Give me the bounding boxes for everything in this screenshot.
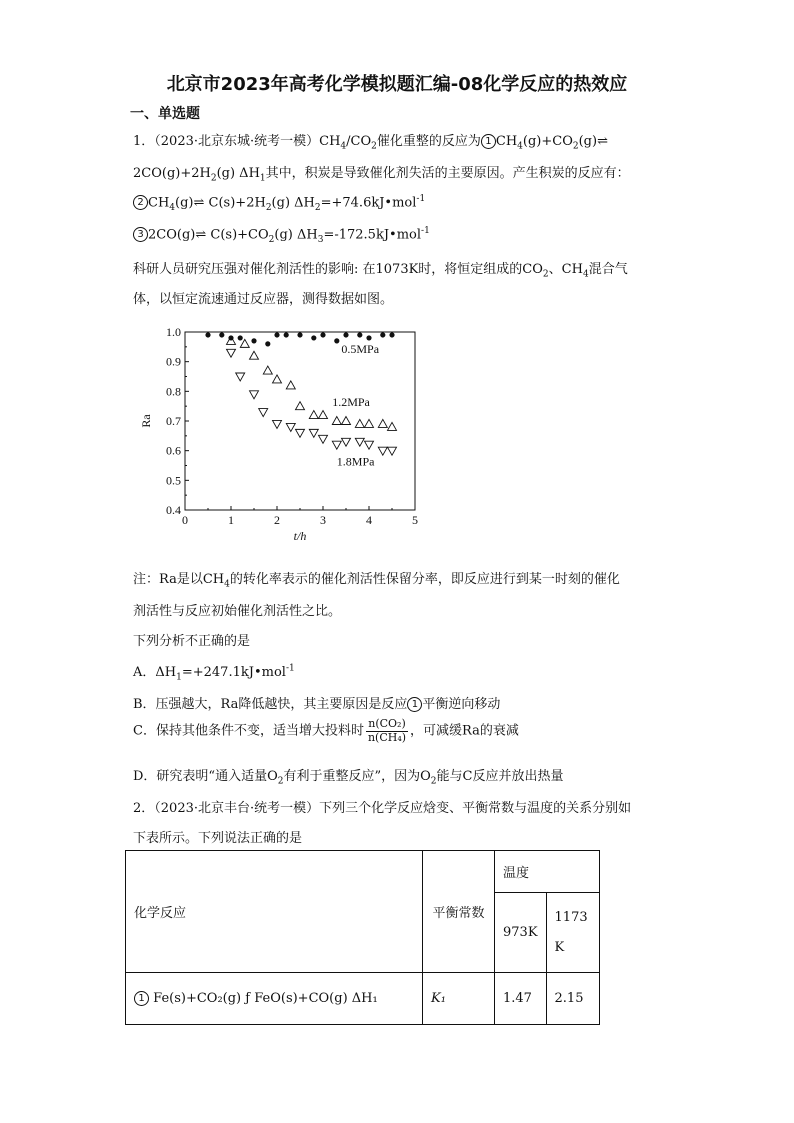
point-1-8mpa [296,429,305,437]
point-0-5mpa [343,332,348,337]
page-title: 北京市2023年高考化学模拟题汇编-08化学反应的热效应 [166,74,628,95]
q1-reaction3: 3 2CO(g)⇌ $C(s)+CO_2(g)$ $\Delta H_3=-172.5kJ•mol^{-1}$ [133,226,430,245]
q1-note-line2: 剂活性与反应初始催化剂活性之比。 [133,604,342,619]
option-b[interactable]: B．压强越大，Ra降低越快，其主要原因是反应 1 平衡逆向移动 [133,697,501,712]
point-0-5mpa [366,335,371,340]
point-0-5mpa [238,335,243,340]
y-axis-label: Ra [139,414,153,428]
circled-number: 2 [133,195,148,210]
point-1-8mpa [388,447,397,455]
point-1-8mpa [309,429,318,437]
point-0-5mpa [265,341,270,346]
equilibrium-arrow: ⇌ [193,195,205,211]
point-0-5mpa [320,332,325,337]
point-0-5mpa [251,338,256,343]
q1-line6: 体，以恒定流速通过反应器，测得数据如图。 [133,292,394,307]
x-axis-label: t/h [293,529,307,543]
circled-number: 1 [134,991,149,1006]
reaction-table [125,850,600,1025]
series-annotation: 1.2MPa [332,395,370,410]
x-tick-label: 1 [228,513,234,527]
row1-reaction: 1 Fe(s)+CO₂(g) ƒ FeO(s)+CO(g) ΔH₁ [126,973,423,1025]
series-annotation: 1.8MPa [336,454,375,469]
point-1-2mpa [319,411,328,419]
point-1-2mpa [263,366,272,374]
point-1-2mpa [342,417,351,425]
point-1-8mpa [342,438,351,446]
q2-line1: 2．（2023·北京丰台·统考一模）下列三个化学反应焓变、平衡常数与温度的关系分别如 [133,801,632,816]
point-0-5mpa [334,338,339,343]
point-1-8mpa [236,373,245,381]
x-tick-label: 0 [182,513,188,527]
point-1-8mpa [250,391,259,399]
q1-line5: 科研人员研究压强对催化剂活性的影响: 在1073K时，将恒定组成的$CO_2$、$CH_4$混合气 [133,262,628,280]
header-973k: 973K [495,893,547,973]
point-1-2mpa [378,419,387,427]
y-tick-label: 0.8 [166,384,181,399]
option-a[interactable]: A．$\Delta H_1=+247.1kJ•mol^{-1}$ [133,663,295,683]
point-0-5mpa [284,332,289,337]
plot-frame [185,332,415,510]
equilibrium-arrow: ⇌ [195,227,207,243]
point-1-2mpa [286,381,295,389]
point-1-8mpa [286,423,295,431]
point-1-2mpa [355,419,364,427]
point-1-8mpa [332,441,341,449]
point-1-8mpa [259,409,268,417]
point-1-8mpa [227,349,236,357]
x-tick-label: 4 [366,513,372,527]
row1-973k: 1.47 [495,973,547,1025]
y-tick-label: 0.5 [166,473,181,488]
x-tick-label: 3 [320,513,326,527]
q2-line2: 下表所示。下列说法正确的是 [133,831,303,846]
row1-k: K₁ [423,973,495,1025]
point-1-2mpa [240,339,249,347]
point-1-2mpa [273,375,282,383]
y-tick-label: 0.9 [166,354,181,369]
point-1-8mpa [365,441,374,449]
point-0-5mpa [389,332,394,337]
header-constant: 平衡常数 [423,851,495,973]
table-row [126,973,600,1025]
row1-1173k: 2.15 [546,973,599,1025]
option-d[interactable]: D．研究表明“通入适量$O_2$有利于重整反应”，因为$O_2$能与C反应并放出热量 [133,769,564,787]
point-0-5mpa [357,332,362,337]
point-1-8mpa [355,438,364,446]
header-1173k: 1173 K [546,893,599,973]
mole-ratio-fraction: $\frac{\text{n(CO₂)}}{\text{n(CH₄)}}$ [367,717,407,744]
circled-number: 1 [481,134,496,149]
point-1-2mpa [296,402,305,410]
header-reaction: 化学反应 [126,851,423,973]
x-tick-label: 2 [274,513,280,527]
circled-number: 1 [407,697,422,712]
ra-vs-time-chart [130,320,430,550]
q1-ask: 下列分析不正确的是 [133,634,251,649]
x-tick-label: 5 [412,513,418,527]
point-1-8mpa [273,420,282,428]
point-1-2mpa [388,422,397,430]
circled-number: 3 [133,227,148,242]
point-1-2mpa [250,351,259,359]
point-0-5mpa [219,332,224,337]
point-0-5mpa [205,332,210,337]
q1-line2: $2CO(g)+2H_2(g)$ $\Delta H_1$其中，积炭是导致催化剂失活的主要原因。产生积炭的反应有： [133,166,630,184]
point-0-5mpa [311,335,316,340]
header-temperature: 温度 [495,851,600,893]
y-tick-label: 1.0 [166,325,181,339]
series-annotation: 0.5MPa [341,341,380,356]
y-tick-label: 0.7 [166,414,181,428]
point-0-5mpa [380,332,385,337]
point-0-5mpa [274,332,279,337]
section-heading: 一、单选题 [130,106,200,122]
q1-note-line1: 注：Ra是以$CH_4$的转化率表示的催化剂活性保留分率，即反应进行到某一时刻的催化 [133,572,620,590]
point-1-2mpa [332,417,341,425]
y-tick-label: 0.4 [166,503,181,517]
equilibrium-arrow: ⇌ [597,134,608,149]
point-0-5mpa [297,332,302,337]
point-1-8mpa [378,447,387,455]
point-1-2mpa [309,411,318,419]
y-tick-label: 0.6 [166,443,181,458]
q1-reaction2: 2 $CH_4(g)\rightleftharpoons$ $C(s)+2H_2(g)$ $\Delta H_2=+74.6kJ•mol^{-1}$ [133,194,425,213]
q1-line1: 1．（2023·北京东城·统考一模）$CH_4/CO_2$催化重整的反应为 1 $CH_4(g)+CO_2(g)\rightleftharpoons$ [133,134,608,152]
option-c[interactable]: C．保持其他条件不变，适当增大投料时 $\frac{\text{n(CO₂)}}{\text{n(CH₄)}}$ ，可减缓Ra的衰减 [133,717,519,744]
point-1-8mpa [319,435,328,443]
point-1-2mpa [365,419,374,427]
